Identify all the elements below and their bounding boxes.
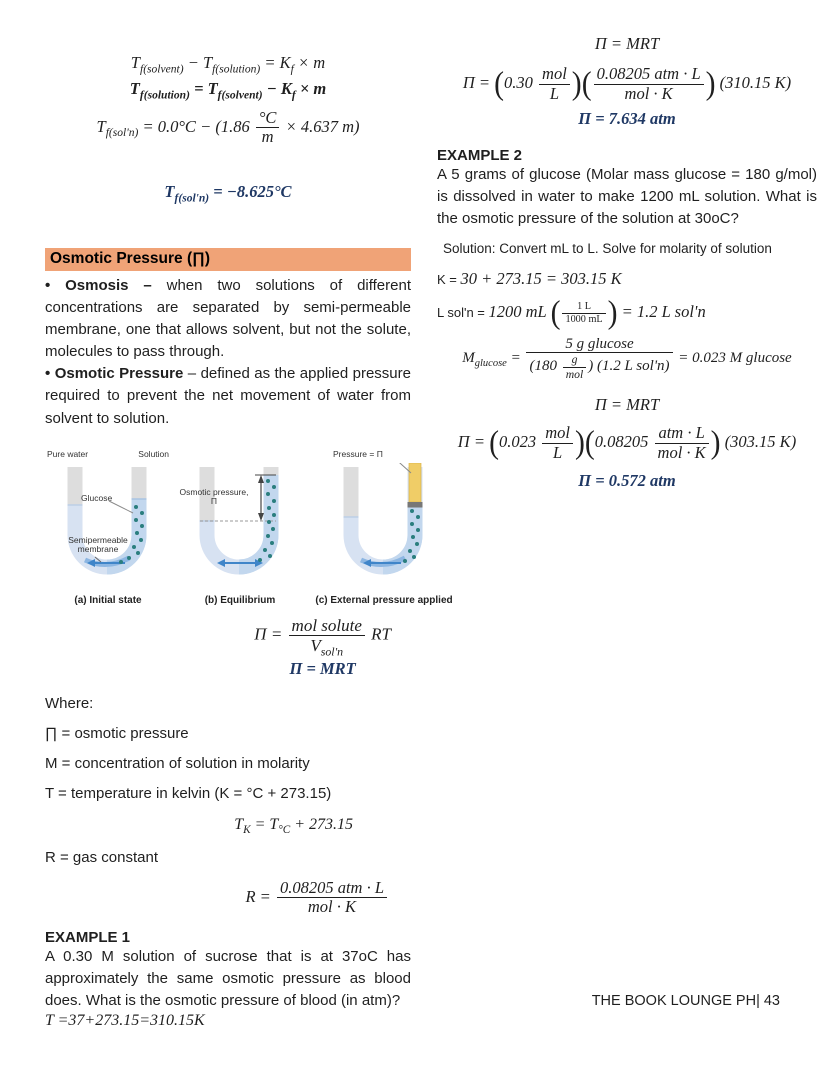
variable-definitions xyxy=(45,695,411,917)
formula-gas-constant: R = $\frac{\text{0.08205 atm · L}}{\text{mol · K}}$ xyxy=(45,879,389,917)
glucose-label: Glucose xyxy=(81,492,113,503)
right-column xyxy=(437,33,817,491)
freezing-point-formula-block xyxy=(45,52,411,205)
osmotic-pressure-label: Osmotic pressure, Π xyxy=(179,486,249,507)
definition-pi: ∏ = osmotic pressure xyxy=(45,725,189,743)
example2-problem-text: A 5 grams of glucose (Molar mass glucose = 180 g/mol) is dissolved in water to make 1200 mL solution. What is the osmotic pressure of the solution at 30oC? xyxy=(437,165,817,227)
formula-kelvin-conversion: $T_K = T_{^\circ C} + 273.15$ xyxy=(234,816,353,837)
liters-value: 1200 mL ( $\frac{1 L}{1000 mL}$ ) = 1.2 L sol'n xyxy=(488,295,706,331)
formula-tf-substitution: $T_{f(sol'n)} = 0.0^\circ C - (1.86$ $\frac{^\circ C}{m}$ × 4.637 m) xyxy=(96,107,360,147)
utube-initial-svg xyxy=(45,463,170,577)
definition-gas-constant: R = gas constant xyxy=(45,848,158,866)
pure-water-label: Pure water xyxy=(47,448,89,459)
osmotic-pressure-heading: Osmotic Pressure (∏) xyxy=(45,248,411,271)
diagram-panel-initial-state xyxy=(45,450,171,608)
formula-tf-result: $T_{f(sol'n)} = -8.625^\circ C$ xyxy=(164,181,292,205)
pressure-pi-label: Pressure = Π xyxy=(333,448,383,459)
formula-molarity-glucose: $M_{glucose}$ = 5 g glucose (180 $\frac{g}{\text{mol}}$ ) (1.2 L sol'n) = 0.023 M glucose xyxy=(462,335,792,381)
kelvin-value: 30 + 273.15 = 303.15 K xyxy=(460,268,622,288)
caption-initial-state: (a) Initial state xyxy=(74,594,142,606)
osmotic-pressure-formula-block xyxy=(254,616,391,680)
diagram-panel-equilibrium xyxy=(177,450,303,608)
formula-tf-difference: $T_{f(solvent)} - T_{f(solution)} = K_f \times m$ xyxy=(130,53,326,76)
formula-example1-substitution: Π = (0.30 $\frac{\text{mol}}{L}$ )( $\frac{\text{0.08205 atm · L}}{\text{mol · K}}$ ) (310.15 K) xyxy=(462,64,792,103)
example1-solution-block xyxy=(437,33,817,130)
example2-solution-note: Solution: Convert mL to L. Solve for molarity of solution xyxy=(443,240,772,256)
osmosis-definition xyxy=(45,275,411,363)
formula-liters-conversion xyxy=(437,295,817,331)
example2-heading: EXAMPLE 2 xyxy=(437,146,523,164)
formula-example1-result: Π = 7.634 atm xyxy=(578,109,676,129)
example1-heading: EXAMPLE 1 xyxy=(45,928,131,946)
semipermeable-membrane-label: Semipermeable membrane xyxy=(68,534,128,555)
osmotic-pressure-definition xyxy=(45,363,411,429)
liters-prefix: L sol'n = xyxy=(437,305,489,321)
formula-pi-mrt: Π = MRT xyxy=(289,658,356,678)
formula-kelvin-calc xyxy=(437,269,817,289)
where-title: Where: xyxy=(45,695,94,713)
osmosis-term: • Osmosis – xyxy=(45,277,152,295)
left-column xyxy=(45,40,453,1030)
osmosis-text: when two solutions of different concentrations are separated by semi-permeable membrane, one that allows solvent, but not the solute, molecules to pass through. xyxy=(45,277,411,361)
formula-example2-result: Π = 0.572 atm xyxy=(578,471,676,491)
definition-molarity: M = concentration of solution in molarity xyxy=(45,755,310,773)
formula-example2-substitution: Π = (0.023 $\frac{\text{mol}}{L}$ )(0.08205 $\frac{\text{atm · L}}{\text{mol · K}}$ ) (303.15 K) xyxy=(457,423,797,462)
formula-mrt-right: Π = MRT xyxy=(594,34,660,53)
example1-temperature-line: T =37+273.15=310.15K xyxy=(45,1011,205,1029)
utube-pressure-svg xyxy=(321,463,446,577)
osmotic-pressure-text: – defined as the applied pressure required to prevent the net movement of water from solvent to solution. xyxy=(45,365,411,427)
solution-label: Solution xyxy=(138,448,169,459)
utube-equilibrium-svg xyxy=(177,463,302,577)
page-footer: THE BOOK LOUNGE PH| 43 xyxy=(591,993,780,1009)
definition-temperature: T = temperature in kelvin (K = °C + 273.15) xyxy=(45,785,332,803)
formula-pi-definition: Π = $\frac{\text{mol solute}}{V_{sol'n}}$ RT xyxy=(254,615,391,658)
kelvin-prefix: K = xyxy=(437,271,461,287)
caption-equilibrium: (b) Equilibrium xyxy=(204,594,276,606)
osmotic-pressure-term: • Osmotic Pressure xyxy=(45,365,184,383)
formula-tf-solution: $T_{f(solution)} = T_{f(solvent)} - K_f \times m$ xyxy=(129,79,327,102)
caption-external-pressure: (c) External pressure applied xyxy=(315,594,453,606)
osmosis-diagram xyxy=(45,450,455,608)
example1-problem-text: A 0.30 M solution of sucrose that is at 37oC has approximately the same osmotic pressure as blood does. What is the osmotic pressure of blood (in atm)? xyxy=(45,947,411,1009)
formula-mrt-example2: Π = MRT xyxy=(594,394,660,414)
